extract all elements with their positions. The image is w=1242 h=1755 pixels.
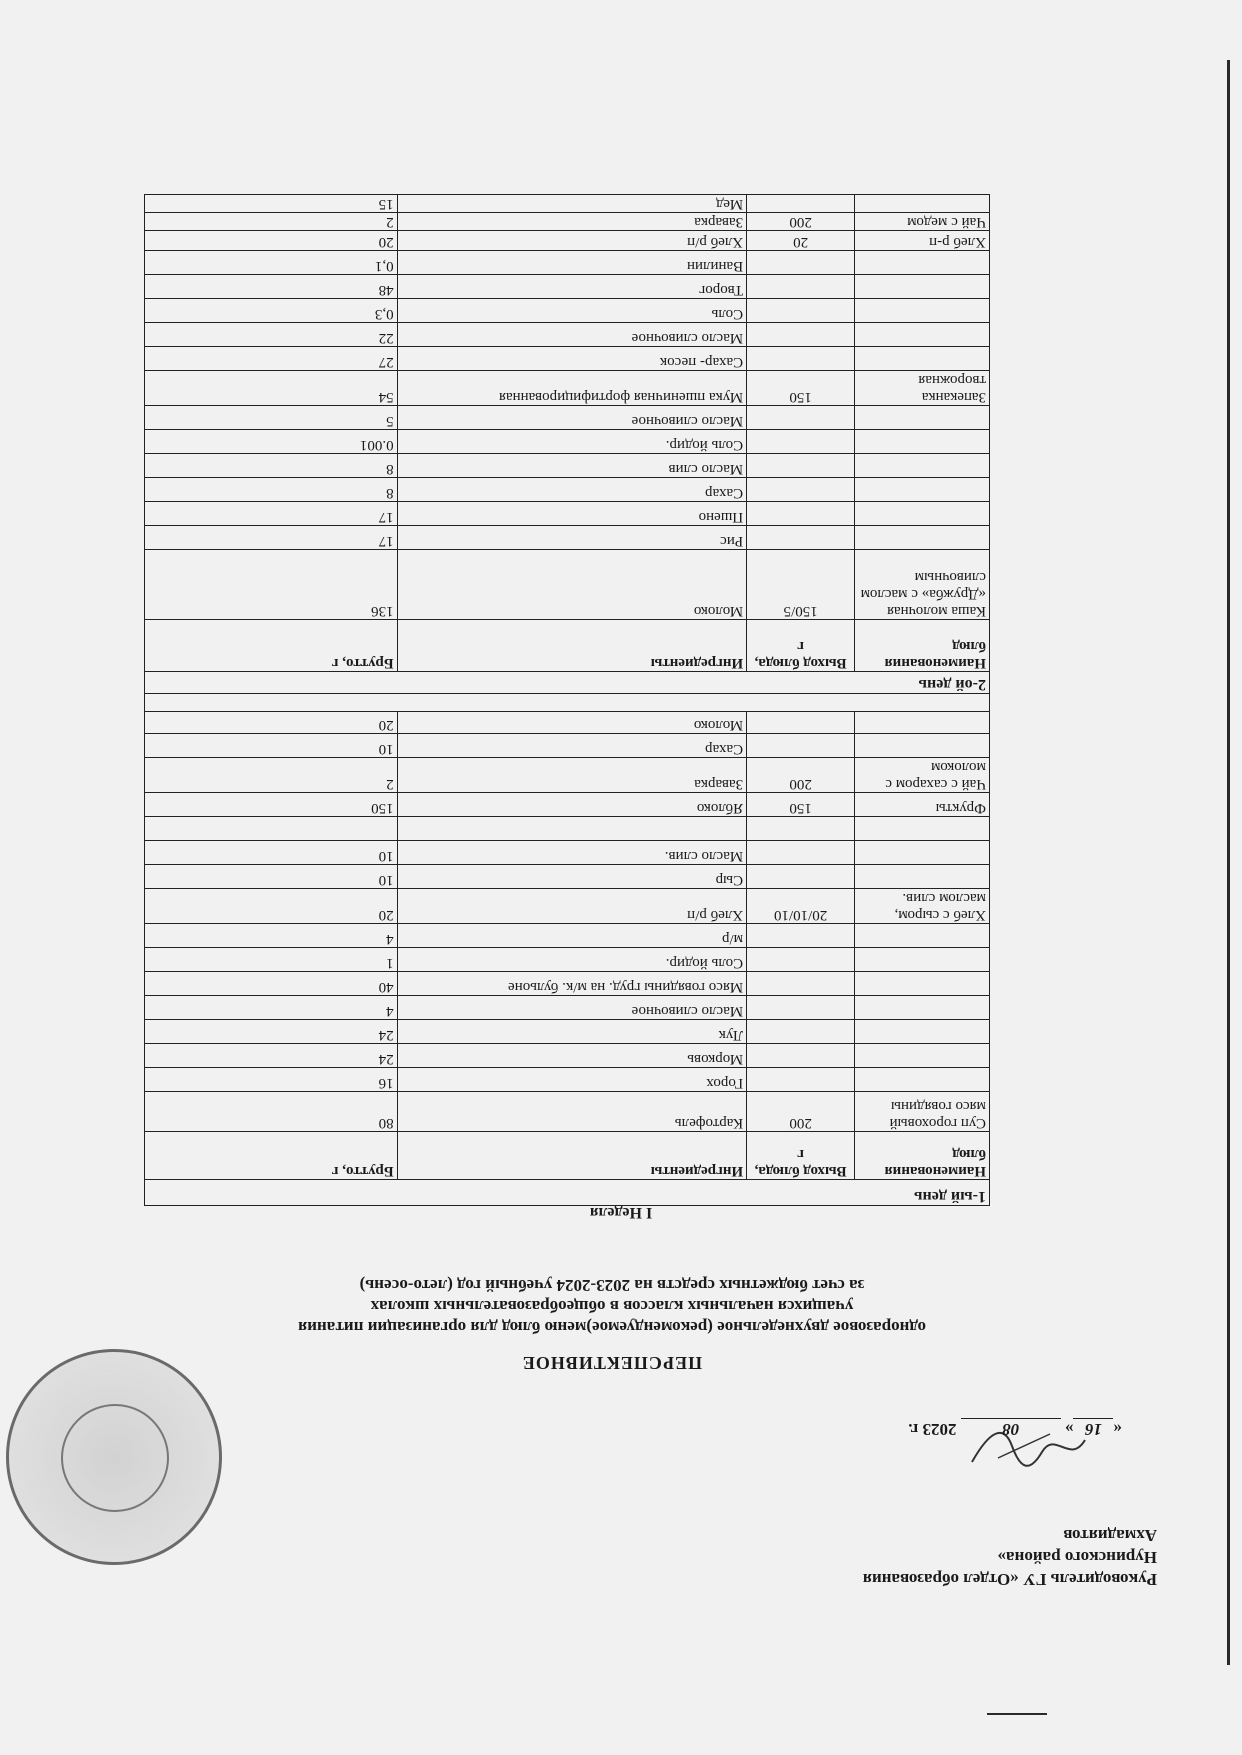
portion-cell — [747, 526, 855, 550]
portion-cell — [747, 924, 855, 948]
dish-name-cell — [855, 1044, 990, 1068]
portion-cell: 200 — [747, 758, 855, 793]
date-year: 2023 г. — [908, 1420, 957, 1439]
scan-mark — [987, 1713, 1047, 1715]
gross-weight-cell: 4 — [145, 996, 398, 1020]
table-row — [145, 323, 990, 347]
gross-weight-cell: 2 — [145, 213, 398, 231]
portion-cell: 200 — [747, 213, 855, 231]
gross-weight-cell: 22 — [145, 323, 398, 347]
table-row — [145, 1020, 990, 1044]
dish-name-cell: Фрукты — [855, 793, 990, 817]
table-row — [145, 841, 990, 865]
ingredient-cell: Сахар- песок — [397, 347, 747, 371]
dish-name-cell — [855, 865, 990, 889]
column-header: Ингредиенты — [397, 620, 747, 672]
portion-cell — [747, 972, 855, 996]
portion-cell — [747, 299, 855, 323]
gross-weight-cell: 15 — [145, 195, 398, 213]
portion-cell — [747, 275, 855, 299]
table-row — [145, 213, 990, 231]
ingredient-cell: Масло сливочное — [397, 406, 747, 430]
gross-weight-cell: 54 — [145, 371, 398, 406]
table-header-row — [145, 620, 990, 672]
gross-weight-cell: 2 — [145, 758, 398, 793]
gross-weight-cell: 17 — [145, 502, 398, 526]
ingredient-cell: Рис — [397, 526, 747, 550]
gross-weight-cell: 20 — [145, 889, 398, 924]
date-day: 16 — [1074, 1418, 1114, 1439]
portion-cell — [747, 502, 855, 526]
table-row — [145, 371, 990, 406]
dish-name-cell — [855, 430, 990, 454]
section-spacer — [145, 694, 990, 712]
dish-name-cell: Чай с сахаром с молоком — [855, 758, 990, 793]
ingredient-cell: Яблоко — [397, 793, 747, 817]
dish-name-cell — [855, 817, 990, 841]
column-header: Ингредиенты — [397, 1132, 747, 1180]
gross-weight-cell: 8 — [145, 454, 398, 478]
title-line-1: одноразовое двухнедельное (рекомендуемое)меню блюд для организации питания — [298, 1318, 927, 1337]
table-row — [145, 972, 990, 996]
portion-cell: 20 — [747, 231, 855, 251]
dish-name-cell: Каша молочная «Дружба» с маслом сливочным — [855, 550, 990, 620]
title-line-2: учащихся начальных классов в общеобразовательных школах — [370, 1297, 854, 1316]
dish-name-cell: Хлеб р-п — [855, 231, 990, 251]
portion-cell — [747, 734, 855, 758]
dish-name-cell — [855, 734, 990, 758]
portion-cell — [747, 347, 855, 371]
title-line-3: за счет бюджетных средств на 2023-2024 учебный год (лето-осень) — [359, 1276, 865, 1295]
table-row — [145, 275, 990, 299]
scan-border-left — [1227, 60, 1230, 1665]
dish-name-cell — [855, 299, 990, 323]
table-row — [145, 948, 990, 972]
portion-cell — [747, 1044, 855, 1068]
gross-weight-cell: 8 — [145, 478, 398, 502]
table-row — [145, 195, 990, 213]
column-header: Выход блюда, г — [747, 620, 855, 672]
dish-name-cell — [855, 406, 990, 430]
ingredient-cell: Сахар — [397, 478, 747, 502]
portion-cell: 20/10/10 — [747, 889, 855, 924]
table-row — [145, 299, 990, 323]
ingredient-cell: Пшено — [397, 502, 747, 526]
ingredient-cell: Масло слив — [397, 454, 747, 478]
dish-name-cell — [855, 478, 990, 502]
table-row — [145, 817, 990, 841]
ingredient-cell: Хлеб р/п — [397, 889, 747, 924]
gross-weight-cell: 150 — [145, 793, 398, 817]
column-header: Наименования блюд — [855, 620, 990, 672]
portion-cell: 150 — [747, 793, 855, 817]
portion-cell: 150/5 — [747, 550, 855, 620]
dish-name-cell — [855, 1020, 990, 1044]
gross-weight-cell: 17 — [145, 526, 398, 550]
table-row — [145, 1068, 990, 1092]
ingredient-cell: Творог — [397, 275, 747, 299]
date-month: 08 — [961, 1418, 1061, 1439]
ingredient-cell: Молоко — [397, 550, 747, 620]
ingredient-cell: Молоко — [397, 712, 747, 734]
portion-cell — [747, 195, 855, 213]
gross-weight-cell: 1 — [145, 948, 398, 972]
dish-name-cell: Запеканка творожная — [855, 371, 990, 406]
portion-cell — [747, 1068, 855, 1092]
table-row — [145, 793, 990, 817]
ingredient-cell: Сыр — [397, 865, 747, 889]
gross-weight-cell: 5 — [145, 406, 398, 430]
dish-name-cell — [855, 347, 990, 371]
dish-name-cell — [855, 972, 990, 996]
dish-name-cell — [855, 195, 990, 213]
ingredient-cell: Масло сливочное — [397, 996, 747, 1020]
table-header-row — [145, 1132, 990, 1180]
portion-cell — [747, 948, 855, 972]
title-subtitle — [222, 1275, 1002, 1338]
table-row — [145, 712, 990, 734]
ingredient-cell: Мука пшеничная фортифицированная — [397, 371, 747, 406]
ingredient-cell: Морковь — [397, 1044, 747, 1068]
table-row — [145, 734, 990, 758]
table-row — [145, 251, 990, 275]
gross-weight-cell: 80 — [145, 1092, 398, 1132]
gross-weight-cell: 10 — [145, 734, 398, 758]
dish-name-cell — [855, 251, 990, 275]
ingredient-cell: м/р — [397, 924, 747, 948]
table-row — [145, 1044, 990, 1068]
portion-cell — [747, 323, 855, 347]
week-label: I Неделя — [589, 1204, 653, 1221]
menu-table — [144, 194, 990, 1206]
ingredient-cell: Сахар — [397, 734, 747, 758]
portion-cell — [747, 406, 855, 430]
ingredient-cell: Мед — [397, 195, 747, 213]
table-row — [145, 550, 990, 620]
gross-weight-cell: 0,3 — [145, 299, 398, 323]
gross-weight-cell: 24 — [145, 1020, 398, 1044]
portion-cell — [747, 996, 855, 1020]
dish-name-cell — [855, 841, 990, 865]
day-label: 1-ый день — [145, 1180, 990, 1206]
column-header: Брутто, г — [145, 1132, 398, 1180]
dish-name-cell: Суп гороховый мясо говядины — [855, 1092, 990, 1132]
dish-name-cell: Хлеб с сыром, маслом слив. — [855, 889, 990, 924]
dish-name-cell — [855, 996, 990, 1020]
gross-weight-cell: 10 — [145, 865, 398, 889]
gross-weight-cell — [145, 817, 398, 841]
ingredient-cell: Ванилин — [397, 251, 747, 275]
table-row — [145, 889, 990, 924]
portion-cell — [747, 1020, 855, 1044]
ingredient-cell: Горох — [397, 1068, 747, 1092]
ingredient-cell: Соль йодир. — [397, 948, 747, 972]
gross-weight-cell: 16 — [145, 1068, 398, 1092]
day-label: 2-ой день — [145, 672, 990, 694]
dish-name-cell — [855, 1068, 990, 1092]
portion-cell — [747, 712, 855, 734]
dish-name-cell — [855, 948, 990, 972]
gross-weight-cell: 24 — [145, 1044, 398, 1068]
table-row — [145, 865, 990, 889]
gross-weight-cell: 20 — [145, 231, 398, 251]
table-row — [145, 430, 990, 454]
column-header: Брутто, г — [145, 620, 398, 672]
ingredient-cell: Соль — [397, 299, 747, 323]
day-label-row — [145, 672, 990, 694]
approval-line-2: Нуринского района» — [997, 1548, 1157, 1567]
dish-name-cell — [855, 526, 990, 550]
portion-cell — [747, 841, 855, 865]
gross-weight-cell: 20 — [145, 712, 398, 734]
gross-weight-cell: 10 — [145, 841, 398, 865]
table-row — [145, 1092, 990, 1132]
table-row — [145, 454, 990, 478]
dish-name-cell — [855, 502, 990, 526]
gross-weight-cell: 0.001 — [145, 430, 398, 454]
portion-cell — [747, 251, 855, 275]
table-row — [145, 758, 990, 793]
gross-weight-cell: 27 — [145, 347, 398, 371]
gross-weight-cell: 136 — [145, 550, 398, 620]
official-stamp — [6, 1349, 222, 1565]
ingredient-cell: Заварка — [397, 213, 747, 231]
table-row — [145, 502, 990, 526]
table-row — [145, 526, 990, 550]
portion-cell — [747, 817, 855, 841]
table-row — [145, 231, 990, 251]
table-row — [145, 996, 990, 1020]
gross-weight-cell: 48 — [145, 275, 398, 299]
approval-block — [597, 1524, 1157, 1590]
ingredient-cell: Масло сливочное — [397, 323, 747, 347]
gross-weight-cell: 0,1 — [145, 251, 398, 275]
ingredient-cell: Заварка — [397, 758, 747, 793]
portion-cell: 200 — [747, 1092, 855, 1132]
portion-cell — [747, 865, 855, 889]
approval-line-3: Ахмадиятов — [1063, 1526, 1157, 1545]
dish-name-cell — [855, 323, 990, 347]
ingredient-cell: Масло слив. — [397, 841, 747, 865]
dish-name-cell — [855, 712, 990, 734]
table-row — [145, 924, 990, 948]
ingredient-cell — [397, 817, 747, 841]
portion-cell — [747, 478, 855, 502]
portion-cell — [747, 430, 855, 454]
gross-weight-cell: 40 — [145, 972, 398, 996]
ingredient-cell: Мясо говядины груд. на м/к. бульоне — [397, 972, 747, 996]
ingredient-cell: Соль йодир. — [397, 430, 747, 454]
approval-date: «16» 08 2023 г. — [908, 1420, 1122, 1439]
document-title — [222, 1275, 1002, 1373]
dish-name-cell — [855, 454, 990, 478]
dish-name-cell — [855, 924, 990, 948]
ingredient-cell: Хлеб р/п — [397, 231, 747, 251]
column-header: Выход блюда, г — [747, 1132, 855, 1180]
gross-weight-cell: 4 — [145, 924, 398, 948]
column-header: Наименования блюд — [855, 1132, 990, 1180]
table-row — [145, 406, 990, 430]
dish-name-cell: Чай с медом — [855, 213, 990, 231]
approval-line-1: Руководитель ГУ «Отдел образования — [862, 1570, 1157, 1589]
portion-cell: 150 — [747, 371, 855, 406]
portion-cell — [747, 454, 855, 478]
ingredient-cell: Картофель — [397, 1092, 747, 1132]
table-row — [145, 347, 990, 371]
day-label-row — [145, 1180, 990, 1206]
title-main: ПЕРСПЕКТИВНОЕ — [521, 1353, 703, 1373]
ingredient-cell: Лук — [397, 1020, 747, 1044]
table-row — [145, 478, 990, 502]
dish-name-cell — [855, 275, 990, 299]
